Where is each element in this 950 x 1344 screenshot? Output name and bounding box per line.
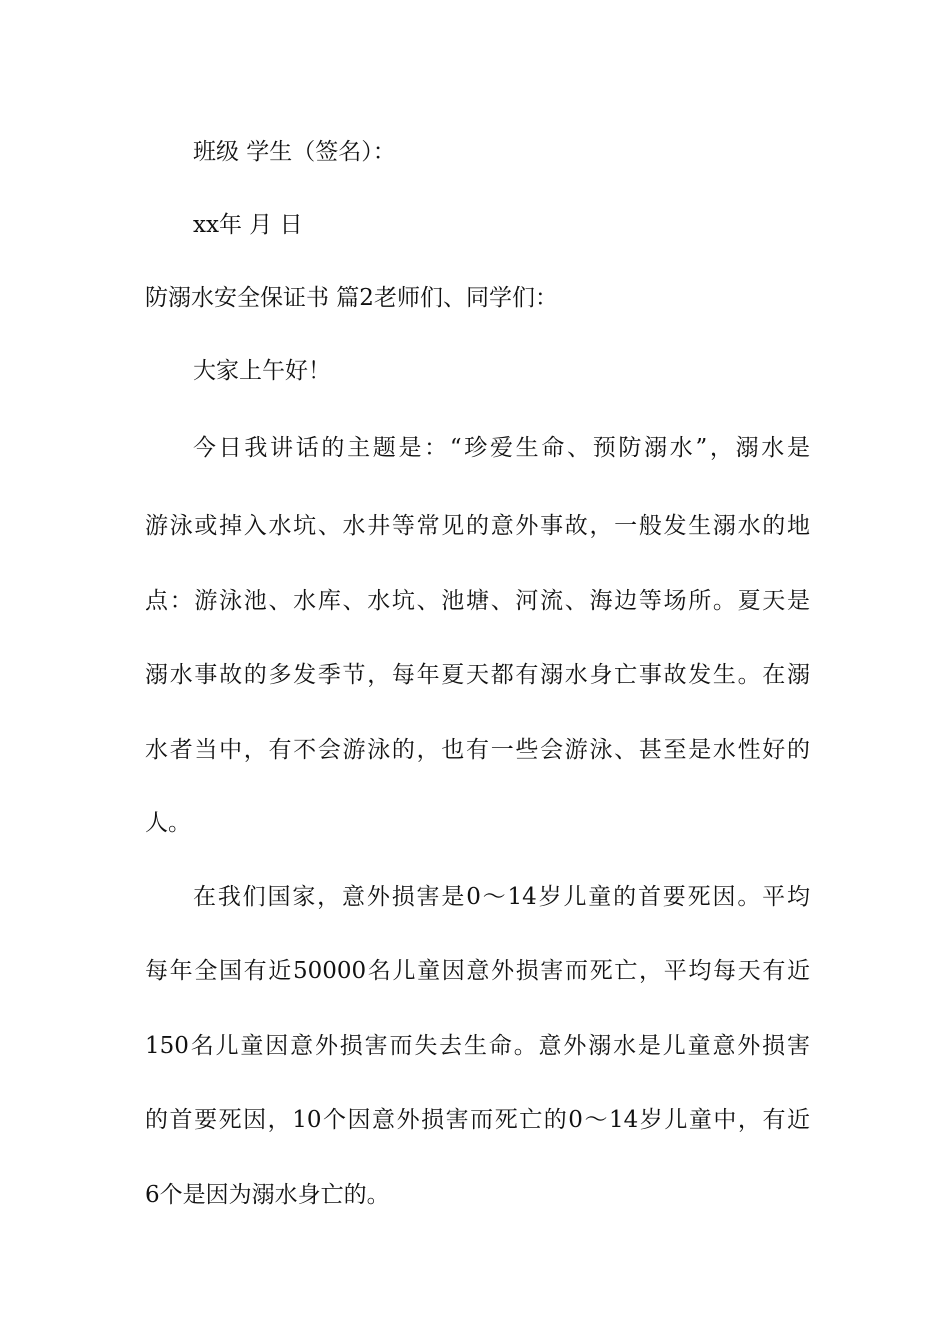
paragraph-1-line-2: 游泳或掉入水坑、水井等常见的意外事故，一般发生溺水的地 [145,513,810,539]
signature-line: 班级 学生（签名）： [193,139,396,165]
paragraph-1-line-3: 点：游泳池、水库、水坑、池塘、河流、海边等场所。夏天是 [145,588,810,614]
paragraph-2-line-3: 150名儿童因意外损害而失去生命。意外溺水是儿童意外损害 [145,1033,810,1059]
paragraph-1-line-6: 人。 [145,810,191,836]
paragraph-2-line-1: 在我们国家，意外损害是0～14岁儿童的首要死因。平均 [193,884,810,910]
greeting-line: 大家上午好！ [193,358,331,384]
paragraph-1-line-1: 今日我讲话的主题是：“珍爱生命、预防溺水”，溺水是 [193,435,810,461]
section-heading: 防溺水安全保证书 篇2老师们、同学们： [145,285,558,311]
paragraph-2-line-4: 的首要死因，10个因意外损害而死亡的0～14岁儿童中，有近 [145,1107,810,1133]
paragraph-1-line-4: 溺水事故的多发季节，每年夏天都有溺水身亡事故发生。在溺 [145,662,810,688]
paragraph-1-line-5: 水者当中，有不会游泳的，也有一些会游泳、甚至是水性好的 [145,737,810,763]
date-line: xx年 月 日 [193,212,303,238]
paragraph-2-line-2: 每年全国有近50000名儿童因意外损害而死亡，平均每天有近 [145,958,810,984]
paragraph-2-line-5: 6个是因为溺水身亡的。 [145,1182,390,1208]
